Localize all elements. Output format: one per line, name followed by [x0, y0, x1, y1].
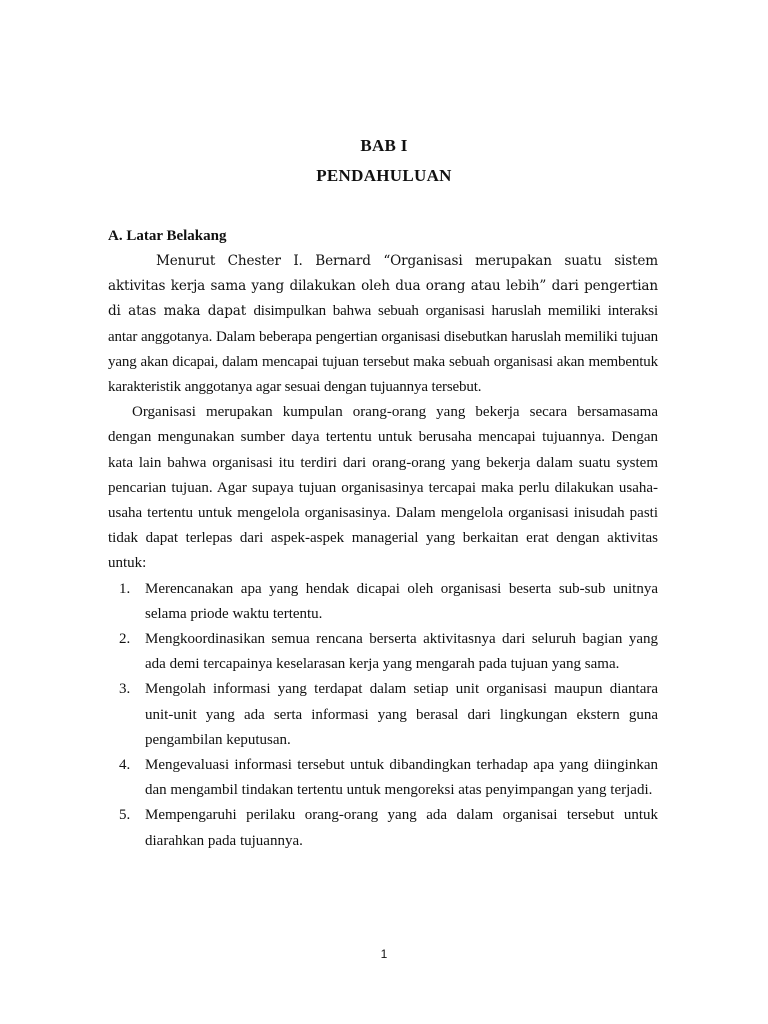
paragraph-1-rest: disimpulkan bahwa sebuah organisasi haruslah memiliki interaksi antar anggotanya. Dalam beberapa pengertian organisasi disebutkan haruslah memiliki tujuan yang akan dicapai, dalam mencapai tujuan tersebut maka sebuah organisasi akan membentuk karakteristik anggotanya agar sesuai dengan tujuannya tersebut.: [108, 303, 658, 396]
list-item-number: 3.: [119, 681, 131, 698]
list-item-text: Mempengaruhi perilaku orang-orang yang ada dalam organisai tersebut untuk diarahkan pada tujuannya.: [145, 807, 658, 849]
list-item-number: 1.: [119, 580, 131, 597]
list-item: [108, 753, 658, 803]
list-item-text: Mengkoordinasikan semua rencana berserta aktivitasnya dari seluruh bagian yang ada demi tercapainya keselarasan kerja yang mengarah pada tujuan yang sama.: [145, 631, 658, 673]
chapter-title: PENDAHULUAN: [316, 166, 452, 185]
paragraph-1-quote: Menurut Chester I. Bernard “Organisasi merupakan suatu sistem aktivitas kerja sama yang dilakukan oleh dua orang atau lebih” dari pengertian di atas maka dapat: [108, 253, 658, 320]
activity-list: [108, 577, 658, 854]
paragraph-2: Organisasi merupakan kumpulan orang-orang yang bekerja secara bersamasama dengan mengunakan sumber daya tertentu untuk berusaha mencapai tujuannya. Dengan kata lain bahwa organisasi itu terdiri dari orang-orang yang bekerja dalam suatu system pencarian tujuan. Agar supaya tujuan organisasinya tercapai maka perlu dilakukan usaha-usaha tertentu untuk mengelola organisasinya. Dalam mengelola organisasi inisudah pasti tidak dapat terlepas dari aspek-aspek managerial yang berkaitan erat dengan aktivitas untuk:: [108, 404, 658, 572]
list-item-text: Mengolah informasi yang terdapat dalam setiap unit organisasi maupun diantara unit-unit yang ada serta informasi yang berasal dari lingkungan ekstern guna pengambilan keputusan.: [145, 681, 658, 748]
chapter-label: BAB I: [360, 136, 408, 155]
list-item: [108, 577, 658, 627]
list-item-text: Mengevaluasi informasi tersebut untuk dibandingkan terhadap apa yang diinginkan dan mengambil tindakan tertentu untuk mengoreksi atas penyimpangan yang terjadi.: [145, 757, 658, 799]
list-item-text: Merencanakan apa yang hendak dicapai oleh organisasi beserta sub-sub unitnya selama priode waktu tertentu.: [145, 580, 658, 622]
page-number: 1: [380, 947, 388, 961]
list-item: [108, 677, 658, 753]
list-item-number: 2.: [119, 631, 131, 648]
list-item: [108, 803, 658, 853]
list-item-number: 5.: [119, 807, 131, 824]
paragraph-1: [108, 249, 658, 400]
body-text: [108, 249, 658, 854]
list-item-number: 4.: [119, 757, 131, 774]
section-heading: A. Latar Belakang: [108, 228, 227, 244]
list-item: [108, 627, 658, 677]
